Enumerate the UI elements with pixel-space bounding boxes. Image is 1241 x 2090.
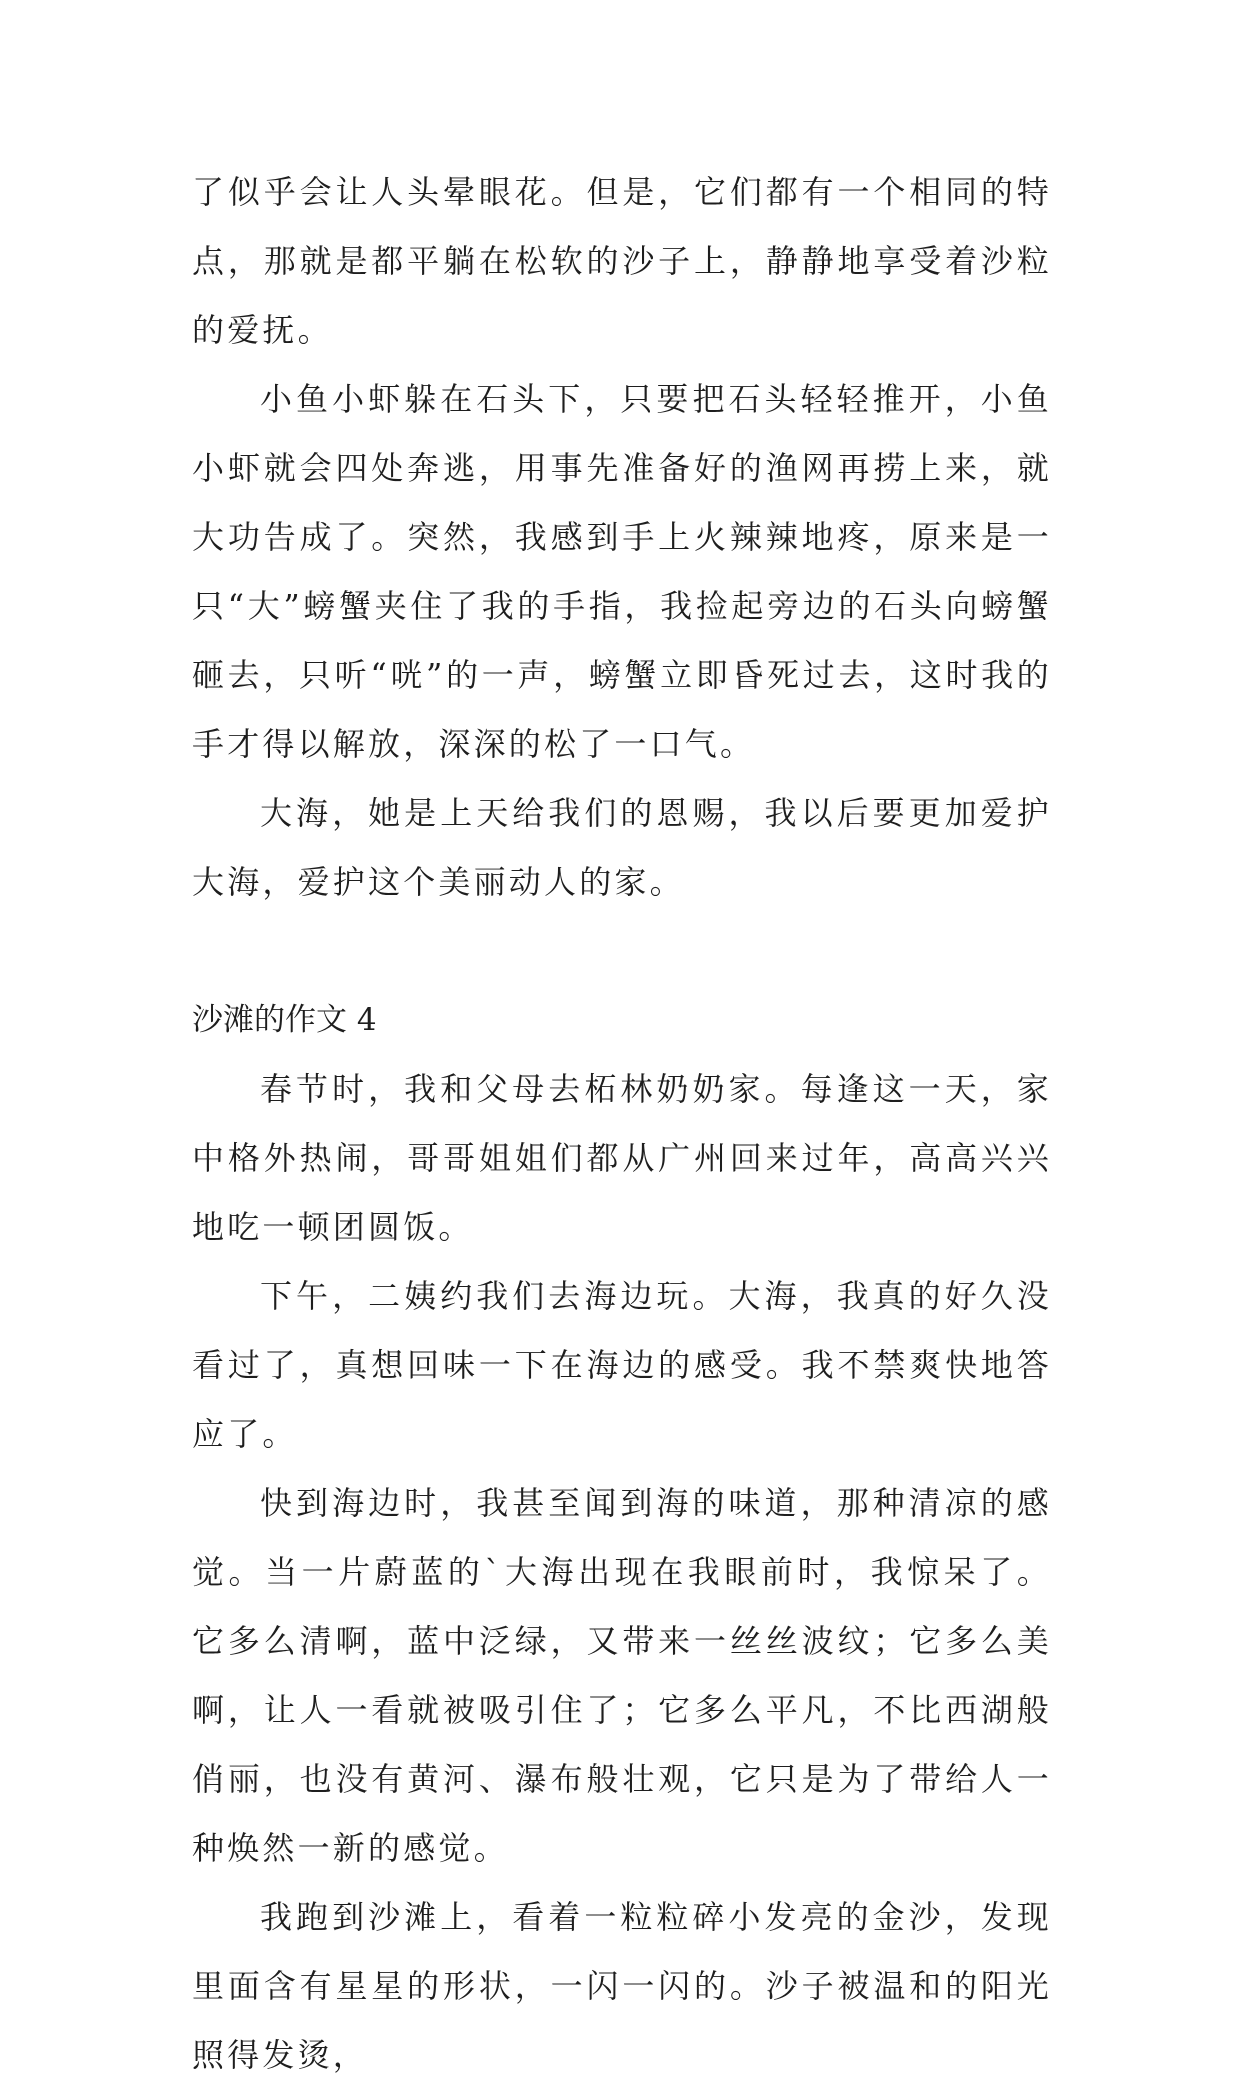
paragraph-continued: 了似乎会让人头晕眼花。但是，它们都有一个相同的特点，那就是都平躺在松软的沙子上，静静地享受着沙粒的爱抚。 (192, 173, 1052, 349)
section-title: 沙滩的作文 4 (192, 1002, 377, 1038)
paragraph-fish-shrimp: 小鱼小虾躲在石头下，只要把石头轻轻推开，小鱼小虾就会四处奔逃，用事先准备好的渔网再捞上来，就大功告成了。突然，我感到手上火辣辣地疼，原来是一只“大”螃蟹夹住了我的手指，我捡起旁边的石头向螃蟹砸去，只听“咣”的一声，螃蟹立即昏死过去，这时我的手才得以解放，深深的松了一口气。 (192, 380, 1052, 763)
paragraph-arrive-sea: 快到海边时，我甚至闻到海的味道，那种清凉的感觉。当一片蔚蓝的`大海出现在我眼前时，我惊呆了。它多么清啊，蓝中泛绿，又带来一丝丝波纹；它多么美啊，让人一看就被吸引住了；它多么平凡，不比西湖般俏丽，也没有黄河、瀑布般壮观，它只是为了带给人一种焕然一新的感觉。 (192, 1484, 1052, 1867)
paragraph-beach-sand: 我跑到沙滩上，看着一粒粒碎小发亮的金沙，发现里面含有星星的形状，一闪一闪的。沙子被温和的阳光照得发烫， (192, 1898, 1052, 2074)
paragraph-afternoon: 下午，二姨约我们去海边玩。大海，我真的好久没看过了，真想回味一下在海边的感受。我不禁爽快地答应了。 (192, 1277, 1052, 1453)
paragraph-sea-gift: 大海，她是上天给我们的恩赐，我以后要更加爱护大海，爱护这个美丽动人的家。 (192, 794, 1052, 901)
paragraph-spring-festival: 春节时，我和父母去柘林奶奶家。每逢这一天，家中格外热闹，哥哥姐姐们都从广州回来过年，高高兴兴地吃一顿团圆饭。 (192, 1070, 1052, 1246)
document-body (192, 158, 1052, 2090)
